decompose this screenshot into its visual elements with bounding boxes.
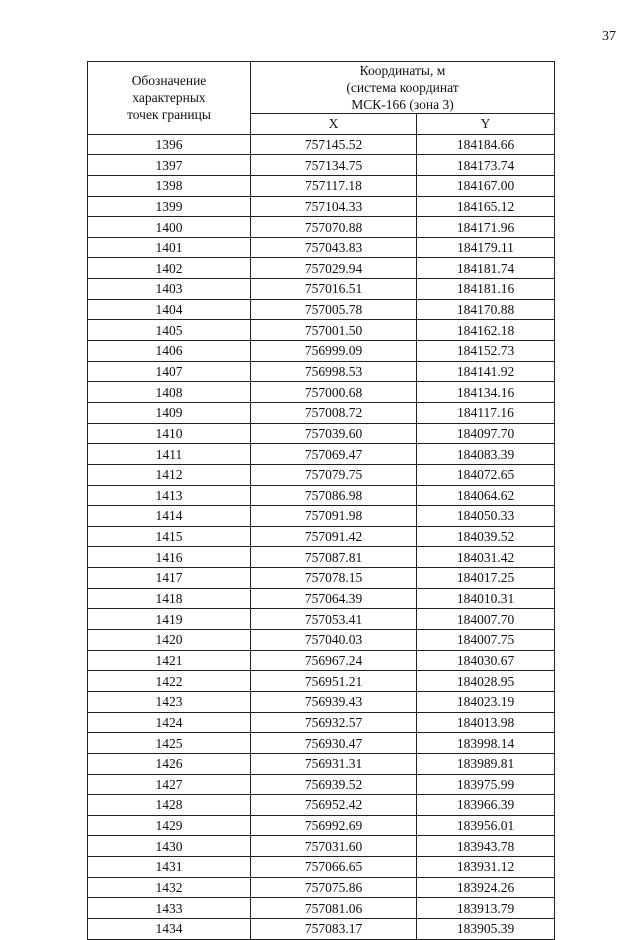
table-row [88, 299, 555, 320]
table-row [88, 134, 555, 155]
point-header-line-2: характерных [132, 90, 206, 106]
y-coordinate-cell: 184007.75 [417, 630, 555, 651]
table-row [88, 877, 555, 898]
y-coordinate-cell: 184039.52 [417, 526, 555, 547]
table-row [88, 217, 555, 238]
point-header-line-3: точек границы [127, 107, 211, 123]
point-id-cell: 1431 [88, 857, 251, 878]
x-coordinate-cell: 757087.81 [251, 547, 417, 568]
x-coordinate-cell: 757000.68 [251, 382, 417, 403]
table-row [88, 857, 555, 878]
y-coordinate-cell: 183931.12 [417, 857, 555, 878]
x-coordinate-cell: 757040.03 [251, 630, 417, 651]
x-coordinate-cell: 757091.42 [251, 526, 417, 547]
y-coordinate-cell: 184162.18 [417, 320, 555, 341]
x-coordinate-cell: 757104.33 [251, 196, 417, 217]
x-coordinate-cell: 757134.75 [251, 155, 417, 176]
table-row [88, 918, 555, 939]
x-coordinate-cell: 756967.24 [251, 650, 417, 671]
table-row [88, 341, 555, 362]
x-coordinate-cell: 757079.75 [251, 464, 417, 485]
point-id-cell: 1407 [88, 361, 251, 382]
point-id-cell: 1410 [88, 423, 251, 444]
table-row [88, 568, 555, 589]
point-id-cell: 1403 [88, 279, 251, 300]
x-coordinate-cell: 756939.52 [251, 774, 417, 795]
point-id-cell: 1415 [88, 526, 251, 547]
point-id-cell: 1423 [88, 691, 251, 712]
x-coordinate-cell: 757039.60 [251, 423, 417, 444]
y-coordinate-cell: 183975.99 [417, 774, 555, 795]
table-row [88, 609, 555, 630]
point-id-cell: 1399 [88, 196, 251, 217]
table-row [88, 237, 555, 258]
coordinates-table [87, 61, 555, 940]
table-body [88, 134, 555, 939]
y-column-header: Y [417, 114, 555, 135]
x-coordinate-cell: 756992.69 [251, 815, 417, 836]
point-id-cell: 1424 [88, 712, 251, 733]
y-coordinate-cell: 184171.96 [417, 217, 555, 238]
x-coordinate-cell: 756999.09 [251, 341, 417, 362]
x-coordinate-cell: 757001.50 [251, 320, 417, 341]
point-id-cell: 1398 [88, 175, 251, 196]
x-coordinate-cell: 756952.42 [251, 795, 417, 816]
coordinates-header [251, 62, 555, 114]
point-id-cell: 1408 [88, 382, 251, 403]
x-coordinate-cell: 757117.18 [251, 175, 417, 196]
y-coordinate-cell: 184017.25 [417, 568, 555, 589]
y-coordinate-cell: 184167.00 [417, 175, 555, 196]
y-coordinate-cell: 183943.78 [417, 836, 555, 857]
x-coordinate-cell: 756939.43 [251, 691, 417, 712]
table-row [88, 836, 555, 857]
y-coordinate-cell: 184181.16 [417, 279, 555, 300]
x-coordinate-cell: 757083.17 [251, 918, 417, 939]
point-id-cell: 1417 [88, 568, 251, 589]
y-coordinate-cell: 184152.73 [417, 341, 555, 362]
point-id-cell: 1419 [88, 609, 251, 630]
y-coordinate-cell: 184083.39 [417, 444, 555, 465]
x-coordinate-cell: 757008.72 [251, 402, 417, 423]
table-row [88, 155, 555, 176]
x-coordinate-cell: 757043.83 [251, 237, 417, 258]
table-row [88, 547, 555, 568]
x-coordinate-cell: 757081.06 [251, 898, 417, 919]
table-row [88, 196, 555, 217]
table-row [88, 361, 555, 382]
y-coordinate-cell: 183956.01 [417, 815, 555, 836]
y-coordinate-cell: 184010.31 [417, 588, 555, 609]
x-coordinate-cell: 757078.15 [251, 568, 417, 589]
table-row [88, 175, 555, 196]
x-coordinate-cell: 756930.47 [251, 733, 417, 754]
table-row [88, 526, 555, 547]
point-id-cell: 1411 [88, 444, 251, 465]
point-designation-header [88, 62, 251, 135]
point-id-cell: 1400 [88, 217, 251, 238]
x-coordinate-cell: 757145.52 [251, 134, 417, 155]
point-id-cell: 1426 [88, 753, 251, 774]
x-coordinate-cell: 757069.47 [251, 444, 417, 465]
point-id-cell: 1405 [88, 320, 251, 341]
y-coordinate-cell: 183989.81 [417, 753, 555, 774]
table-row [88, 279, 555, 300]
y-coordinate-cell: 184023.19 [417, 691, 555, 712]
point-id-cell: 1427 [88, 774, 251, 795]
table-row [88, 444, 555, 465]
table-row [88, 712, 555, 733]
coords-header-line-3: МСК-166 (зона 3) [351, 97, 454, 112]
point-id-cell: 1418 [88, 588, 251, 609]
coords-header-line-1: Координаты, м [359, 63, 446, 78]
point-id-cell: 1428 [88, 795, 251, 816]
point-id-cell: 1422 [88, 671, 251, 692]
table-row [88, 795, 555, 816]
point-id-cell: 1434 [88, 918, 251, 939]
table-row [88, 506, 555, 527]
table-row [88, 485, 555, 506]
point-id-cell: 1397 [88, 155, 251, 176]
x-coordinate-cell: 756932.57 [251, 712, 417, 733]
y-coordinate-cell: 184141.92 [417, 361, 555, 382]
point-id-cell: 1416 [88, 547, 251, 568]
x-coordinate-cell: 757064.39 [251, 588, 417, 609]
x-coordinate-cell: 756951.21 [251, 671, 417, 692]
y-coordinate-cell: 183966.39 [417, 795, 555, 816]
point-id-cell: 1429 [88, 815, 251, 836]
point-id-cell: 1433 [88, 898, 251, 919]
x-coordinate-cell: 757053.41 [251, 609, 417, 630]
x-coordinate-cell: 757091.98 [251, 506, 417, 527]
table-row [88, 588, 555, 609]
y-coordinate-cell: 184173.74 [417, 155, 555, 176]
point-id-cell: 1404 [88, 299, 251, 320]
y-coordinate-cell: 184050.33 [417, 506, 555, 527]
point-id-cell: 1413 [88, 485, 251, 506]
point-id-cell: 1401 [88, 237, 251, 258]
y-coordinate-cell: 183924.26 [417, 877, 555, 898]
table-row [88, 630, 555, 651]
x-coordinate-cell: 757075.86 [251, 877, 417, 898]
y-coordinate-cell: 184117.16 [417, 402, 555, 423]
table-row [88, 815, 555, 836]
y-coordinate-cell: 184007.70 [417, 609, 555, 630]
y-coordinate-cell: 184097.70 [417, 423, 555, 444]
table-row [88, 650, 555, 671]
x-coordinate-cell: 757029.94 [251, 258, 417, 279]
point-header-line-1: Обозначение [131, 73, 207, 89]
point-id-cell: 1430 [88, 836, 251, 857]
y-coordinate-cell: 184184.66 [417, 134, 555, 155]
point-id-cell: 1406 [88, 341, 251, 362]
x-coordinate-cell: 756931.31 [251, 753, 417, 774]
y-coordinate-cell: 184031.42 [417, 547, 555, 568]
table-row [88, 733, 555, 754]
x-coordinate-cell: 757066.65 [251, 857, 417, 878]
table-row [88, 382, 555, 403]
y-coordinate-cell: 183998.14 [417, 733, 555, 754]
table-row [88, 898, 555, 919]
coords-header-line-2: (система координат [346, 80, 459, 95]
x-coordinate-cell: 757070.88 [251, 217, 417, 238]
point-id-cell: 1402 [88, 258, 251, 279]
table-row [88, 320, 555, 341]
y-coordinate-cell: 184028.95 [417, 671, 555, 692]
point-id-cell: 1396 [88, 134, 251, 155]
point-id-cell: 1414 [88, 506, 251, 527]
point-id-cell: 1432 [88, 877, 251, 898]
y-coordinate-cell: 184030.67 [417, 650, 555, 671]
page-number: 37 [602, 29, 616, 44]
y-coordinate-cell: 184134.16 [417, 382, 555, 403]
table-row [88, 402, 555, 423]
table-row [88, 691, 555, 712]
y-coordinate-cell: 184064.62 [417, 485, 555, 506]
y-coordinate-cell: 184165.12 [417, 196, 555, 217]
table-header [88, 62, 555, 135]
table-row [88, 464, 555, 485]
point-id-cell: 1412 [88, 464, 251, 485]
x-coordinate-cell: 757086.98 [251, 485, 417, 506]
y-coordinate-cell: 183905.39 [417, 918, 555, 939]
x-coordinate-cell: 757031.60 [251, 836, 417, 857]
y-coordinate-cell: 184170.88 [417, 299, 555, 320]
table-row [88, 753, 555, 774]
point-id-cell: 1421 [88, 650, 251, 671]
y-coordinate-cell: 184072.65 [417, 464, 555, 485]
point-id-cell: 1425 [88, 733, 251, 754]
table-row [88, 671, 555, 692]
y-coordinate-cell: 184179.11 [417, 237, 555, 258]
y-coordinate-cell: 183913.79 [417, 898, 555, 919]
table-row [88, 258, 555, 279]
x-coordinate-cell: 756998.53 [251, 361, 417, 382]
x-coordinate-cell: 757005.78 [251, 299, 417, 320]
y-coordinate-cell: 184181.74 [417, 258, 555, 279]
table-row [88, 423, 555, 444]
table-row [88, 774, 555, 795]
x-column-header: X [251, 114, 417, 135]
x-coordinate-cell: 757016.51 [251, 279, 417, 300]
y-coordinate-cell: 184013.98 [417, 712, 555, 733]
point-id-cell: 1409 [88, 402, 251, 423]
point-id-cell: 1420 [88, 630, 251, 651]
